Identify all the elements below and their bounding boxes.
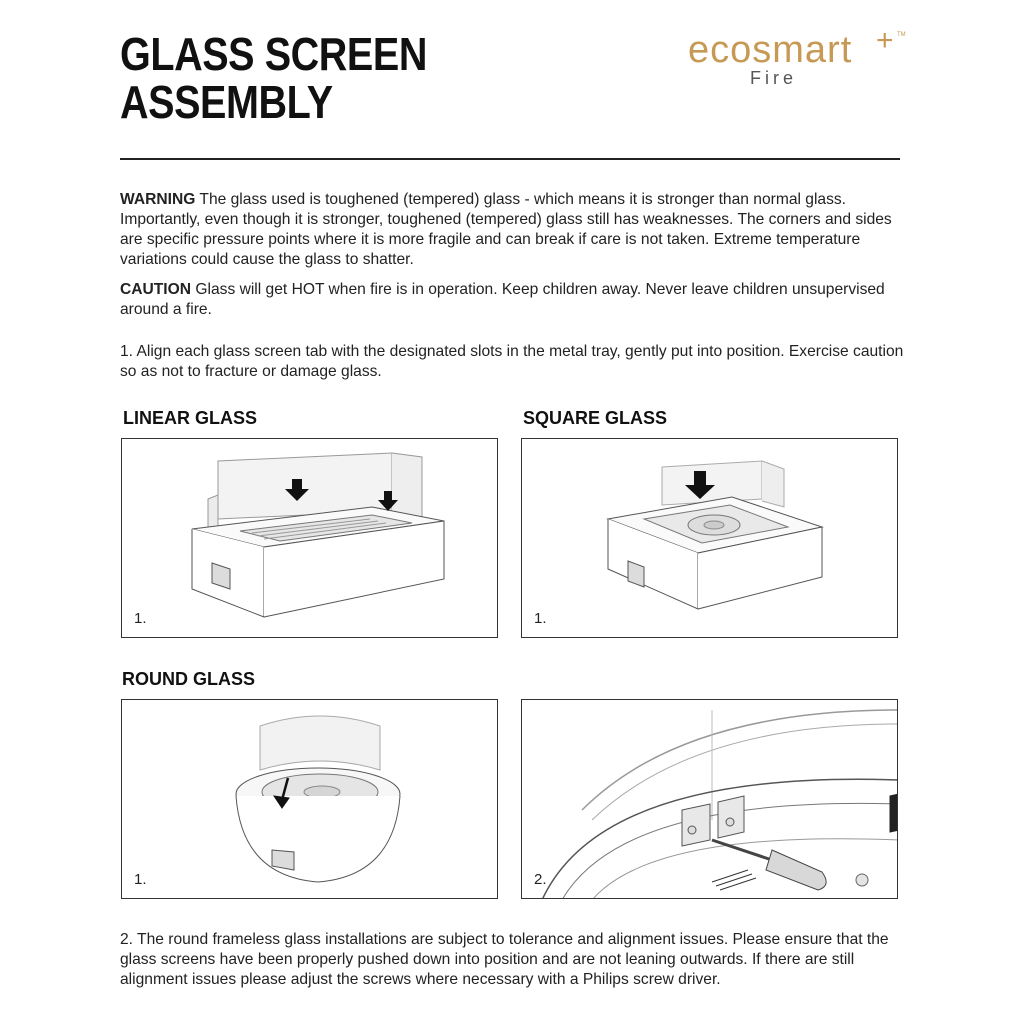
linear-glass-illustration — [121, 438, 498, 638]
square-step-number: 1. — [534, 610, 547, 627]
section-round-glass: ROUND GLASS — [122, 669, 256, 689]
square-glass-illustration — [521, 438, 898, 638]
square-fire-table-drawing — [522, 439, 898, 638]
warning-paragraph — [120, 190, 910, 270]
step-2-instructions: 2. The round frameless glass installations are subject to tolerance and alignment issues. Please ensure that the glass screens have been properly pushed down into position and are not leaning outwards. If there are still alignment issues please adjust the screws where necessary with a Philips screw driver. — [120, 931, 889, 988]
screw-detail-drawing — [522, 700, 898, 899]
logo-trademark: TM — [897, 32, 906, 38]
page-title — [120, 30, 427, 126]
brand-logo — [688, 24, 906, 90]
caution-label: CAUTION — [120, 281, 192, 298]
round-glass-illustration — [121, 699, 498, 899]
section-linear-glass: LINEAR GLASS — [123, 408, 258, 428]
detail-step-number: 2. — [534, 871, 547, 888]
header-divider — [120, 158, 900, 160]
linear-step-number: 1. — [134, 610, 147, 627]
warning-text: The glass used is toughened (tempered) glass - which means it is stronger than normal glass. Importantly, even though it is stronger, toughened (tempered) glass still has weaknesses. The corners and sides are specific pressure points where it is more fragile and can break if care is not taken. Extreme temperature variations could cause the glass to shatter. — [120, 191, 892, 268]
caution-text: Glass will get HOT when fire is in operation. Keep children away. Never leave children unsupervised around a fire. — [120, 281, 885, 318]
section-square-glass: SQUARE GLASS — [523, 408, 668, 428]
page-title-line-2: ASSEMBLY — [120, 76, 333, 128]
screw-adjustment-detail — [521, 699, 898, 899]
logo-plus: + — [876, 24, 894, 57]
round-fire-bowl-drawing — [122, 700, 498, 899]
caution-paragraph — [120, 280, 910, 320]
logo-subtitle: Fire — [750, 68, 797, 88]
linear-fire-table-drawing — [122, 439, 498, 638]
page-title-line-1: GLASS SCREEN — [120, 28, 427, 80]
step-1-instructions: 1. Align each glass screen tab with the designated slots in the metal tray, gently put into position. Exercise caution so as not to fracture or damage glass. — [120, 343, 904, 380]
round-step-number: 1. — [134, 871, 147, 888]
warning-label: WARNING — [120, 191, 196, 208]
logo-wordmark: ecosmart — [688, 29, 853, 71]
